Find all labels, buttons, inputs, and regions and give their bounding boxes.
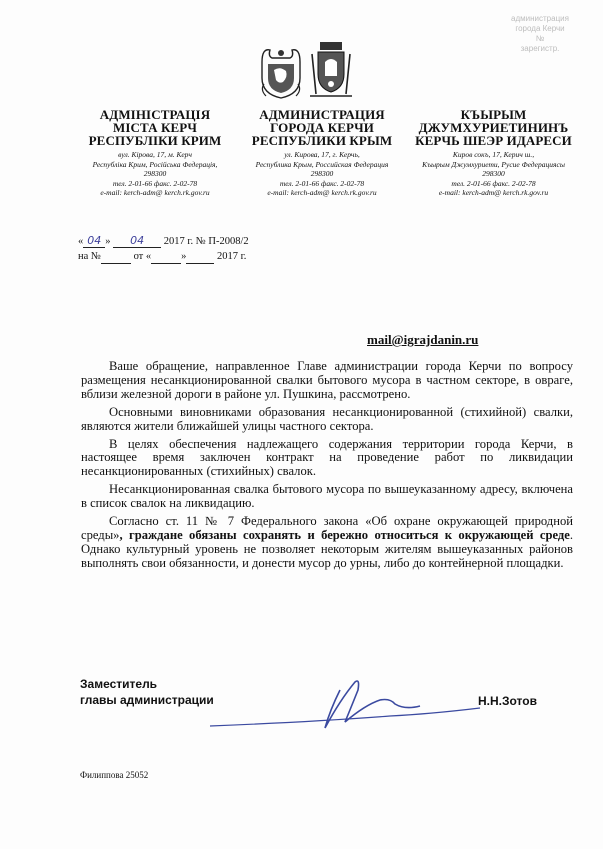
ref-day: 04	[83, 234, 105, 248]
header-ukrainian	[76, 108, 234, 198]
org-name-line: КЕРЧЬ ШЕЭР ИДАРЕСИ	[415, 133, 572, 148]
registration-stamp	[505, 14, 575, 54]
address-line: Республіка Крим, Російська Федерація,	[92, 159, 218, 169]
org-name-line: АДМІНІСТРАЦІЯ	[99, 107, 211, 122]
executor-note: Филиппова 25052	[80, 770, 149, 780]
org-address	[396, 150, 591, 198]
ref-year-number: 2017 г. № П-2008/2	[163, 236, 249, 247]
address-line: 298300	[310, 169, 334, 179]
signatory-title-line: Заместитель	[80, 677, 158, 691]
paragraph: Ваше обращение, направленное Главе администрации города Керчи по вопросу размещения несанкционированной свалки бытового мусора в частном секторе, в овраге, вблизи железной дороги в районе ул. Пушкина, рассмотрено.	[81, 359, 573, 401]
ref2-year: 2017 г.	[217, 251, 247, 262]
stamp-line: №	[535, 34, 545, 43]
handwritten-signature-icon	[190, 660, 490, 740]
stamp-line: администрация	[511, 14, 569, 23]
outgoing-reference	[78, 234, 249, 248]
header-crimean-tatar	[396, 108, 591, 198]
ref2-prefix: на №	[78, 251, 101, 262]
address-line: Республика Крым, Российская Федерация	[255, 159, 389, 169]
address-line: вул. Кірова, 17, м. Керч	[118, 150, 192, 159]
org-name-line: АДМИНИСТРАЦИЯ	[259, 107, 385, 122]
paragraph: Основными виновниками образования несанкционированной (стихийной) свалки, являются жители ближайшей улицы частного сектора.	[81, 404, 573, 433]
address-line: 298300	[482, 169, 505, 179]
paragraph: Несанкционированная свалка бытового мусора по вышеуказанному адресу, включена в список свалок на ликвидацию.	[81, 482, 573, 511]
org-name-line: РЕСПУБЛИКИ КРЫМ	[251, 133, 393, 148]
recipient-email: mail@igrajdanin.ru	[367, 332, 479, 347]
stamp-line: зарегистр.	[520, 44, 560, 53]
address-line: тел. 2-01-66 факс. 2-02-78	[451, 178, 536, 188]
signatory-name: Н.Н.Зотов	[478, 694, 537, 708]
crimea-coat-of-arms-icon	[258, 44, 304, 100]
org-address	[76, 150, 234, 198]
address-line: тел. 2-01-66 факс. 2-02-78	[279, 178, 365, 188]
ref2-ot: от «	[133, 251, 152, 262]
org-name-line: КЪЫРЫМ	[460, 107, 527, 122]
ref-month: 04	[113, 234, 161, 248]
paragraph: В целях обеспечения надлежащего содержания территории города Керчи, в настоящее время заключен контракт на проведение работ по ликвидации несанкционированных (стихийных) свалок.	[81, 436, 573, 479]
ref2-close: »	[181, 251, 187, 262]
paragraph-part: Согласно ст. 11 № 7 Федерального закона «Об охране окружающей природной среды»	[81, 514, 573, 542]
address-line: ул. Кирова, 17, г. Керчь,	[284, 150, 360, 159]
incoming-reference	[78, 250, 246, 264]
org-address	[244, 150, 400, 198]
paragraph	[81, 515, 573, 571]
address-line: тел. 2-01-66 факс. 2-02-78	[112, 178, 198, 188]
stamp-line: города Керчи	[515, 24, 565, 33]
quote-open: «	[78, 236, 84, 247]
org-name-line: МІСТА КЕРЧ	[113, 120, 197, 135]
address-line: e-mail: kerch-adm@ kerch.rk.gov.ru	[267, 188, 377, 198]
paragraph-emphasis: , граждане обязаны сохранять и бережно относиться к окружающей среде	[119, 527, 570, 542]
org-name-line: ДЖУМХУРИЕТИНИНЪ	[418, 120, 569, 135]
quote-close: »	[105, 236, 111, 247]
signatory-title-line: главы администрации	[80, 693, 214, 707]
address-line: e-mail: kerch-adm@ kerch.rk.gov.ru	[100, 188, 210, 198]
address-line: 298300	[143, 169, 167, 179]
kerch-coat-of-arms-icon	[308, 40, 354, 100]
org-name-line: ГОРОДА КЕРЧИ	[270, 120, 374, 135]
address-line: Къырым Джумхуриети, Русие Федерациясы	[422, 159, 565, 169]
address-line: e-mail: kerch-adm@ kerch.rk.gov.ru	[438, 188, 549, 198]
header-russian	[244, 108, 400, 198]
address-line: Киров сокъ, 17, Керич ш.,	[452, 150, 535, 159]
letter-body	[81, 360, 573, 575]
org-name-line: РЕСПУБЛІКИ КРИМ	[88, 133, 222, 148]
paragraph-part: . Однако культурный уровень не позволяет некоторым жителям вышеуказанных районов выполнять свои обязанности, и донести мусор до урны, либо до контейнерной площадки.	[81, 527, 573, 570]
